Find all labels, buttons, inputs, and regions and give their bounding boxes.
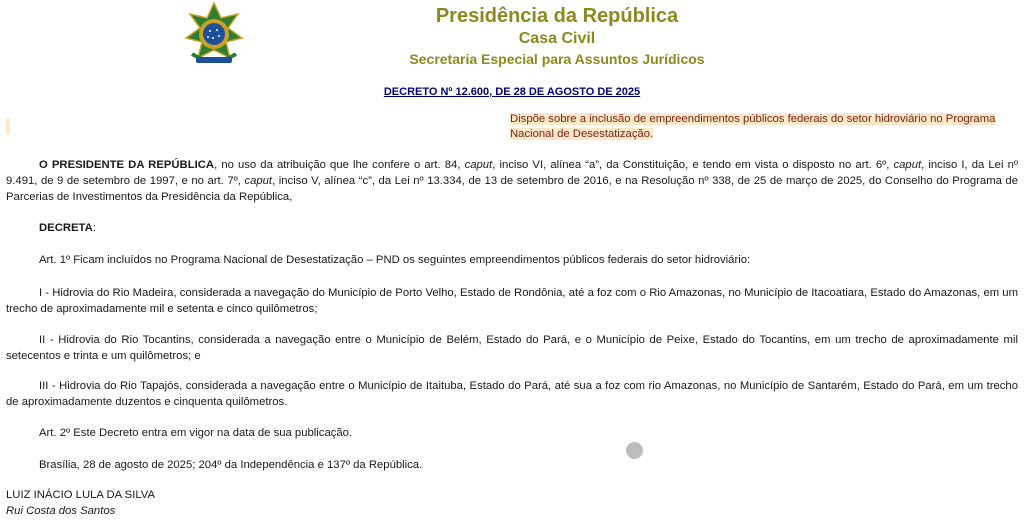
signature-president: LUIZ INÁCIO LULA DA SILVA: [6, 489, 156, 501]
header-secretaria: Secretaria Especial para Assuntos Jurídicos: [409, 51, 705, 67]
header-presidencia: Presidência da República: [435, 5, 679, 27]
inciso-1: I - Hidrovia do Rio Madeira, considerada a navegação do Município de Porto Velho, Estado de Rondônia, até a foz com o Rio Amazonas, no Município de Itacoatiara, Estado do Amazonas, em um trecho de aproximadamente mil e setenta e cinco quilômetros;: [6, 287, 1018, 315]
highlight-marker: [6, 118, 10, 134]
preamble-paragraph: O PRESIDENTE DA REPÚBLICA, no uso da atribuição que lhe confere o art. 84, caput, inciso VI, alínea “a”, da Constituição, e tendo em vista o disposto no art. 6º, caput, inciso I, da Lei nº 9.491, de 9 de setembro de 1997, e no art. 7º, caput, inciso V, alínea “c”, da Lei nº 13.334, de 13 de setembro de 2016, e na Resolução nº 338, de 25 de março de 2025, do Conselho do Programa de Parcerias de Investimentos da Presidência da República,: [6, 159, 1019, 203]
cursor-dot: [626, 442, 643, 459]
decree-title: [0, 84, 1024, 98]
article-1: Art. 1º Ficam incluídos no Programa Nacional de Desestatização – PND os seguintes empreendimentos públicos federais do setor hidroviário:: [39, 254, 751, 266]
ementa-text: Dispõe sobre a inclusão de empreendimentos públicos federais do setor hidroviário no Programa Nacional de Desestatização.: [510, 113, 996, 140]
inciso-3: III - Hidrovia do Rio Tapajós, considerada a navegação entre o Município de Itaituba, Estado do Pará, até sua a foz com rio Amazonas, no Município de Santarém, Estado do Pará, em um trecho de aproximadamente duzentos e cinquenta quilômetros.: [6, 380, 1018, 408]
decree-title-link[interactable]: DECRETO Nº 12.600, DE 28 DE AGOSTO DE 2025: [383, 86, 641, 98]
decreta-paragraph: DECRETA:: [39, 222, 96, 234]
header-casa-civil: Casa Civil: [518, 30, 596, 47]
coat-of-arms-icon: [182, 2, 246, 72]
ementa: [510, 112, 1020, 142]
signature-minister: Rui Costa dos Santos: [6, 505, 116, 517]
inciso-2: II - Hidrovia do Rio Tocantins, considerada a navegação entre o Município de Belém, Estado do Pará, e o Município de Peixe, Estado do Tocantins, em um trecho de aproximadamente mil setecentos e trinta e um quilômetros; e: [6, 334, 1018, 362]
closing-line: Brasília, 28 de agosto de 2025; 204º da Independência e 137º da República.: [39, 459, 423, 471]
preamble-lead: O PRESIDENTE DA REPÚBLICA: [39, 159, 215, 171]
article-2: Art. 2º Este Decreto entra em vigor na data de sua publicação.: [39, 427, 353, 439]
decreta-word: DECRETA: [39, 222, 93, 234]
